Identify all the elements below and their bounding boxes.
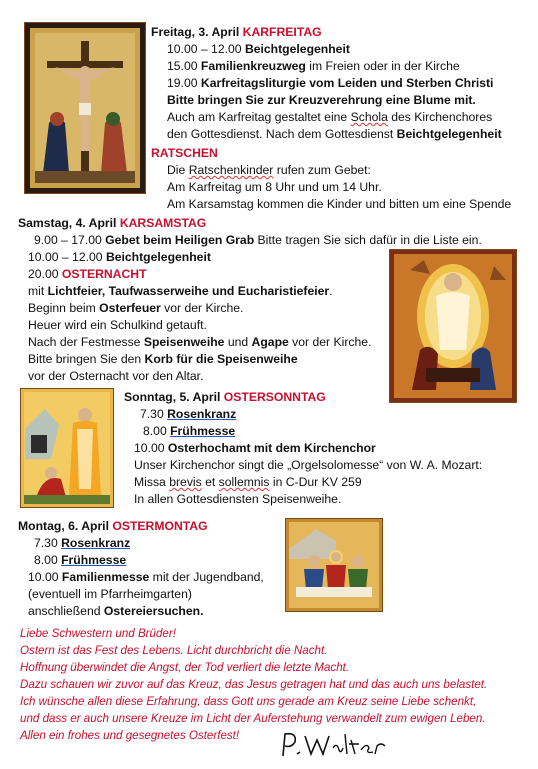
- resurrection-icon-image: [389, 249, 517, 403]
- text: den Gottesdienst. Nach dem Gottesdienst: [167, 127, 397, 141]
- ratschen-line1: [167, 162, 371, 178]
- friday-schola-line1: [167, 109, 492, 125]
- saturday-mit: [28, 283, 333, 299]
- event: Rosenkranz: [167, 407, 237, 421]
- friday-heading: [151, 24, 322, 40]
- friday-schola-line2: [167, 126, 502, 142]
- closing-line-4: Dazu schauen wir zuvor auf das Kreuz, das Jesus getragen hat und das auch uns belastet.: [20, 678, 488, 691]
- text: Agape: [251, 335, 289, 349]
- closing-line-5: Ich wünsche allen diese Erfahrung, dass Gott uns gerade am Kreuz seine Liebe schenkt,: [20, 695, 477, 708]
- time: 10.00 – 12.00: [28, 250, 106, 264]
- time: 10.00 – 12.00: [167, 42, 245, 56]
- event: Familienmesse: [61, 570, 150, 584]
- time: 7.30: [140, 407, 168, 421]
- friday-item-3: [167, 75, 493, 91]
- saturday-heading: [18, 215, 206, 231]
- monday-anschl: [28, 603, 203, 619]
- text: vor der Kirche.: [160, 301, 244, 315]
- friday-item-2: [167, 58, 460, 74]
- closing-line-6: und dass er auch unsere Kreuze im Licht der Auferstehung verwandelt zum ewigen Leben.: [20, 712, 486, 725]
- event-rest: mit der Jugendband,: [149, 570, 264, 584]
- saturday-korb-line2: vor der Osternacht vor den Altar.: [28, 369, 204, 383]
- sunday-speisen: In allen Gottesdiensten Speisenweihe.: [134, 492, 342, 506]
- friday-flower-note: Bitte bringen Sie zur Kreuzverehrung eine Blume mit.: [167, 93, 476, 107]
- text: anschließend: [28, 604, 104, 618]
- saturday-name: KARSAMSTAG: [119, 216, 207, 230]
- time: 10.00: [134, 441, 168, 455]
- sunday-name: OSTERSONNTAG: [223, 390, 326, 404]
- closing-line-7: Allen ein frohes und gesegnetes Osterfest!: [20, 729, 240, 742]
- sunday-item-2: [143, 423, 235, 439]
- event: Frühmesse: [61, 553, 127, 567]
- saturday-nach: [28, 334, 371, 350]
- sunday-missa: [134, 474, 362, 490]
- text: Ostereiersuchen.: [103, 604, 204, 618]
- text: vor der Kirche.: [288, 335, 372, 349]
- text: Beichtgelegenheit: [396, 127, 502, 141]
- closing-line-1: Liebe Schwestern und Brüder!: [20, 627, 176, 640]
- event: Karfreitagsliturgie vom Leiden und Sterben Christi: [200, 76, 494, 90]
- event: Osterhochamt mit dem Kirchenchor: [167, 441, 376, 455]
- text: Korb für die Speisenweihe: [144, 352, 298, 366]
- event: Rosenkranz: [61, 536, 131, 550]
- saturday-date: Samstag, 4. April: [18, 216, 120, 230]
- sunday-item-3: [134, 440, 376, 456]
- text: Speisenweihe: [143, 335, 225, 349]
- text: in C-Dur KV 259: [269, 475, 362, 489]
- friday-item-1: [167, 41, 350, 57]
- text: Nach der Festmesse: [28, 335, 144, 349]
- saturday-grab: [34, 232, 482, 248]
- ratschen-line2: Am Karfreitag um 8 Uhr und um 14 Uhr.: [167, 180, 382, 194]
- time: 8.00: [34, 553, 62, 567]
- event: Beichtgelegenheit: [105, 250, 211, 264]
- signature-image: [277, 728, 387, 760]
- text: Missa: [134, 475, 170, 489]
- event: Familienkreuzweg: [200, 59, 306, 73]
- text: Ratschenkinder: [188, 163, 274, 177]
- time: 19.00: [167, 76, 201, 90]
- closing-line-3: Hoffnung überwindet die Angst, der Tod verliert die letzte Macht.: [20, 661, 350, 674]
- text: Beginn beim: [28, 301, 100, 315]
- saturday-korb: [28, 351, 298, 367]
- time: 10.00: [28, 570, 62, 584]
- ratschen-heading: RATSCHEN: [151, 146, 218, 160]
- event: Beichtgelegenheit: [244, 42, 350, 56]
- saturday-beicht: [28, 249, 211, 265]
- text: sollemnis: [218, 475, 270, 489]
- time: 7.30: [34, 536, 62, 550]
- monday-date: Montag, 6. April: [18, 519, 113, 533]
- time: 9.00 – 17.00: [34, 233, 106, 247]
- text: Osterfeuer: [99, 301, 161, 315]
- time: 8.00: [143, 424, 171, 438]
- crucifixion-icon-image: [24, 22, 146, 194]
- text: Bitte bringen Sie den: [28, 352, 145, 366]
- saturday-heuer: Heuer wird ein Schulkind getauft.: [28, 318, 207, 332]
- sunday-heading: [124, 389, 326, 405]
- text: mit: [28, 284, 48, 298]
- text: .: [329, 284, 333, 298]
- time: 20.00: [28, 267, 62, 281]
- noli-me-tangere-icon-image: [20, 388, 114, 508]
- sunday-date: Sonntag, 5. April: [124, 390, 224, 404]
- monday-name: OSTERMONTAG: [112, 519, 208, 533]
- sunday-item-1: [140, 406, 236, 422]
- saturday-beginn: [28, 300, 243, 316]
- friday-name: KARFREITAG: [242, 25, 322, 39]
- event: Frühmesse: [170, 424, 236, 438]
- text: Schola: [350, 110, 388, 124]
- text: und: [224, 335, 252, 349]
- monday-item-2: [34, 552, 126, 568]
- sunday-choir: Unser Kirchenchor singt die „Orgelsolomesse“ von W. A. Mozart:: [134, 458, 483, 472]
- monday-item-3: [28, 569, 264, 585]
- saturday-osternacht: [28, 266, 147, 282]
- emmaus-supper-icon-image: [285, 518, 383, 612]
- closing-line-2: Ostern ist das Fest des Lebens. Licht durchbricht die Nacht.: [20, 644, 328, 657]
- ratschen-line3: Am Karsamstag kommen die Kinder und bitten um eine Spende: [167, 197, 512, 211]
- event: OSTERNACHT: [61, 267, 147, 281]
- text: rufen zum Gebet:: [273, 163, 371, 177]
- text: Lichtfeier, Taufwasserweihe und Eucharistiefeier: [47, 284, 330, 298]
- text: Die: [167, 163, 189, 177]
- monday-heading: [18, 518, 208, 534]
- event-rest: im Freien oder in der Kirche: [305, 59, 460, 73]
- event-rest: Bitte tragen Sie sich dafür in die Liste ein.: [254, 233, 482, 247]
- text: brevis: [169, 475, 202, 489]
- text: Auch am Karfreitag gestaltet eine: [167, 110, 351, 124]
- text: et: [201, 475, 219, 489]
- event: Gebet beim Heiligen Grab: [105, 233, 255, 247]
- friday-date: Freitag, 3. April: [151, 25, 243, 39]
- monday-item-1: [34, 535, 130, 551]
- time: 15.00: [167, 59, 201, 73]
- text: des Kirchenchores: [387, 110, 493, 124]
- monday-eventuell: (eventuell im Pfarrheimgarten): [28, 587, 192, 601]
